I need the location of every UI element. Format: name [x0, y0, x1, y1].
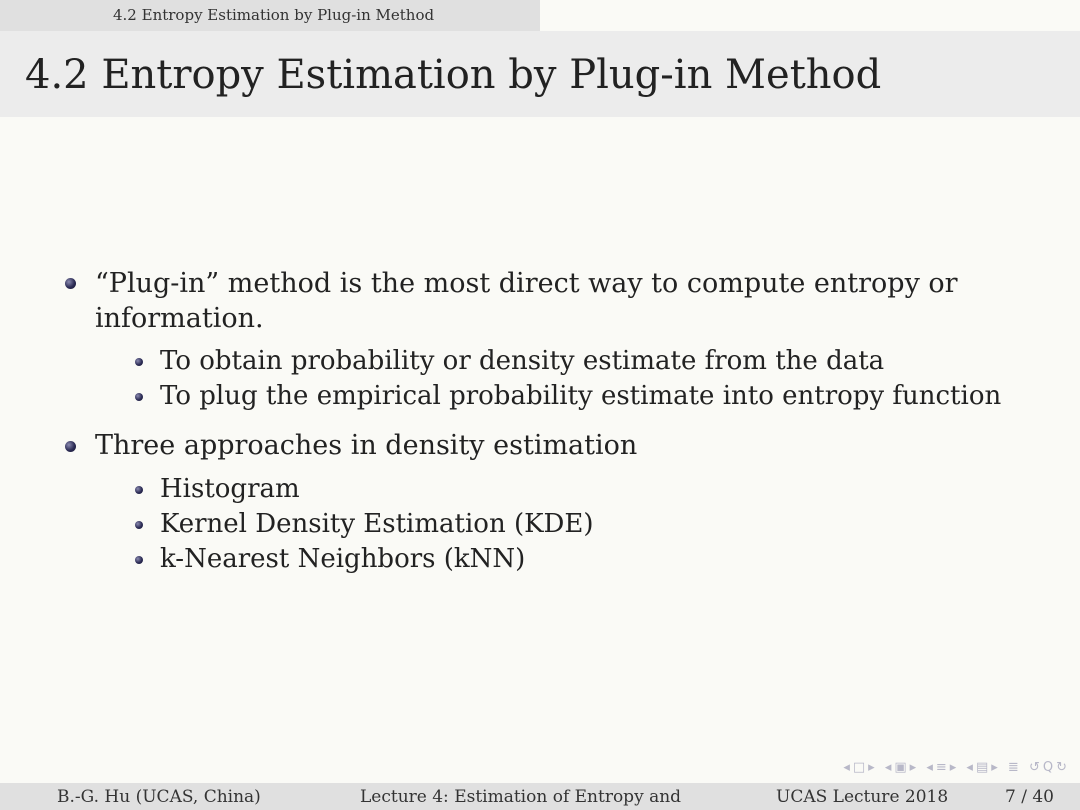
- nav-doc-right-icon[interactable]: ▸: [991, 760, 1001, 775]
- nav-back-icon[interactable]: ≣: [1007, 760, 1022, 775]
- subitem-plug-estimate: To plug the empirical probability estimate into entropy function: [160, 381, 1002, 411]
- nav-doc-left-icon[interactable]: ◂: [966, 760, 976, 775]
- footer-page-number: 7 / 40: [1005, 787, 1054, 807]
- nav-subsection-left-icon[interactable]: ◂: [926, 760, 936, 775]
- navigation-symbols: [843, 760, 1070, 775]
- bullet-icon: [65, 278, 76, 289]
- sub-bullet-icon: [135, 521, 143, 529]
- sub-bullet-icon: [135, 486, 143, 494]
- nav-frame-left-icon[interactable]: ◂: [843, 760, 853, 775]
- bullet-plugin-line2: information.: [95, 303, 264, 334]
- subitem-knn: k-Nearest Neighbors (kNN): [160, 544, 526, 574]
- nav-subsection-right-icon[interactable]: ▸: [949, 760, 960, 775]
- footer-author: B.-G. Hu (UCAS, China): [57, 787, 261, 807]
- nav-section-icon[interactable]: ▣: [894, 760, 910, 775]
- footer-bar: [0, 783, 1080, 810]
- nav-search-icon[interactable]: ↺Q↻: [1028, 760, 1070, 775]
- nav-subsection-icon[interactable]: ≡: [935, 760, 950, 775]
- sub-bullet-icon: [135, 393, 143, 401]
- footer-lecture-title: Lecture 4: Estimation of Entropy and: [360, 787, 682, 807]
- nav-section-right-icon[interactable]: ▸: [909, 760, 920, 775]
- section-headline-bar: [0, 0, 540, 31]
- slide-title: 4.2 Entropy Estimation by Plug-in Method: [25, 52, 882, 98]
- nav-doc-icon[interactable]: ▤: [975, 760, 992, 775]
- sub-bullet-icon: [135, 556, 143, 564]
- subitem-kde: Kernel Density Estimation (KDE): [160, 509, 594, 539]
- bullet-plugin-line1: “Plug-in” method is the most direct way to compute entropy or: [95, 268, 958, 299]
- sub-bullet-icon: [135, 358, 143, 366]
- frame-title-bar: [0, 31, 1080, 117]
- bullet-icon: [65, 441, 76, 452]
- subitem-obtain-estimate: To obtain probability or density estimate from the data: [160, 346, 885, 376]
- nav-section-left-icon[interactable]: ◂: [884, 760, 895, 775]
- section-headline[interactable]: 4.2 Entropy Estimation by Plug-in Method: [113, 6, 435, 24]
- bullet-three-approaches: Three approaches in density estimation: [95, 430, 638, 461]
- nav-frame-icon[interactable]: □: [852, 760, 869, 775]
- nav-frame-right-icon[interactable]: ▸: [868, 760, 878, 775]
- subitem-histogram: Histogram: [160, 474, 300, 504]
- footer-event: UCAS Lecture 2018: [776, 787, 949, 807]
